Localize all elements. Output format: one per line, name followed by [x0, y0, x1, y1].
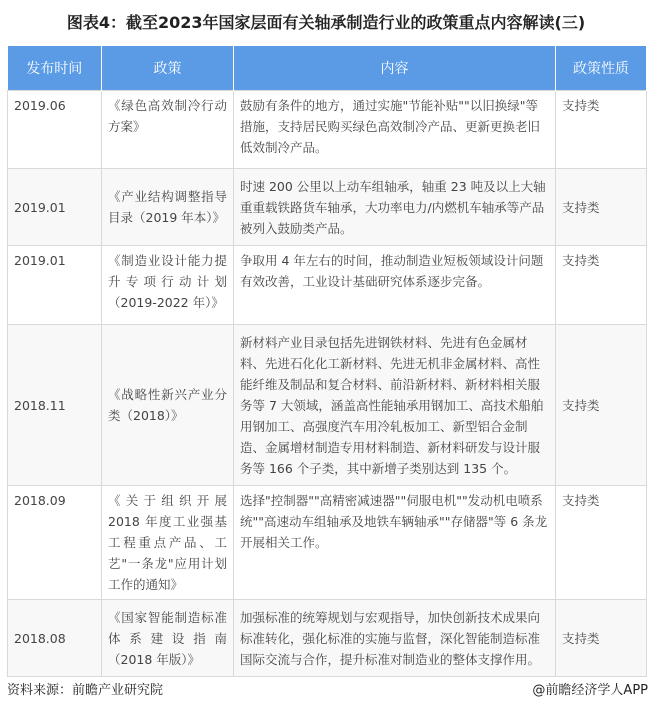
cell-date: 2018.09 [8, 486, 102, 600]
cell-type: 支持类 [556, 169, 647, 246]
table-header [8, 46, 647, 91]
cell-policy: 《绿色高效制冷行动方案》 [102, 91, 234, 169]
table-row [8, 600, 647, 677]
header-policy: 政策 [102, 46, 234, 91]
header-content: 内容 [234, 46, 556, 91]
policy-table [7, 46, 647, 677]
cell-content: 选择"控制器""高精密减速器""伺服电机""发动机电喷系统""高速动车组轴承及地铁车辆轴承""存储器"等 6 条龙开展相关工作。 [234, 486, 556, 600]
cell-date: 2018.08 [8, 600, 102, 677]
table-row [8, 169, 647, 246]
cell-content: 时速 200 公里以上动车组轴承，轴重 23 吨及以上大轴重重载铁路货车轴承，大功率电力/内燃机车轴承等产品被列入鼓励类产品。 [234, 169, 556, 246]
cell-content: 鼓励有条件的地方，通过实施"节能补贴""以旧换绿"等措施，支持居民购买绿色高效制冷产品、更新更换老旧低效制冷产品。 [234, 91, 556, 169]
source-note: 资料来源：前瞻产业研究院 [7, 683, 164, 698]
table-row [8, 486, 647, 600]
header-date: 发布时间 [8, 46, 102, 91]
cell-policy: 《制造业设计能力提升专项行动计划（2019-2022 年）》 [102, 246, 234, 325]
cell-policy: 《国家智能制造标准体系建设指南（2018 年版）》 [102, 600, 234, 677]
cell-date: 2019.06 [8, 91, 102, 169]
credit: @前瞻经济学人APP [532, 683, 648, 698]
cell-type: 支持类 [556, 325, 647, 486]
cell-policy: 《战略性新兴产业分类（2018）》 [102, 325, 234, 486]
page-title: 图表4：截至2023年国家层面有关轴承制造行业的政策重点内容解读(三) [66, 13, 586, 32]
cell-type: 支持类 [556, 246, 647, 325]
cell-content: 新材料产业目录包括先进钢铁材料、先进有色金属材料、先进石化化工新材料、先进无机非金属材料、高性能纤维及制品和复合材料、前沿新材料、新材料相关服务等 7 大领域，涵盖高性能轴承用钢加工、高技术船舶用钢加工、高强度汽车用冷轧板加工、新型铝合金制造、金属增材制造专用材料制造、新材料研发与设计服务等 166 个子类，其中新增子类别达到 135 个。 [234, 325, 556, 486]
cell-date: 2019.01 [8, 169, 102, 246]
cell-type: 支持类 [556, 600, 647, 677]
cell-date: 2018.11 [8, 325, 102, 486]
header-type: 政策性质 [556, 46, 647, 91]
table-row [8, 91, 647, 169]
cell-policy: 《关于组织开展 2018 年度工业强基工程重点产品、工艺"一条龙"应用计划工作的通知》 [102, 486, 234, 600]
cell-policy: 《产业结构调整指导目录（2019 年本）》 [102, 169, 234, 246]
cell-date: 2019.01 [8, 246, 102, 325]
cell-type: 支持类 [556, 91, 647, 169]
cell-content: 加强标准的统筹规划与宏观指导，加快创新技术成果向标准转化，强化标准的实施与监督，深化智能制造标准国际交流与合作，提升标准对制造业的整体支撑作用。 [234, 600, 556, 677]
cell-type: 支持类 [556, 486, 647, 600]
cell-content: 争取用 4 年左右的时间，推动制造业短板领域设计问题有效改善，工业设计基础研究体系逐步完备。 [234, 246, 556, 325]
table-row [8, 325, 647, 486]
table-row [8, 246, 647, 325]
